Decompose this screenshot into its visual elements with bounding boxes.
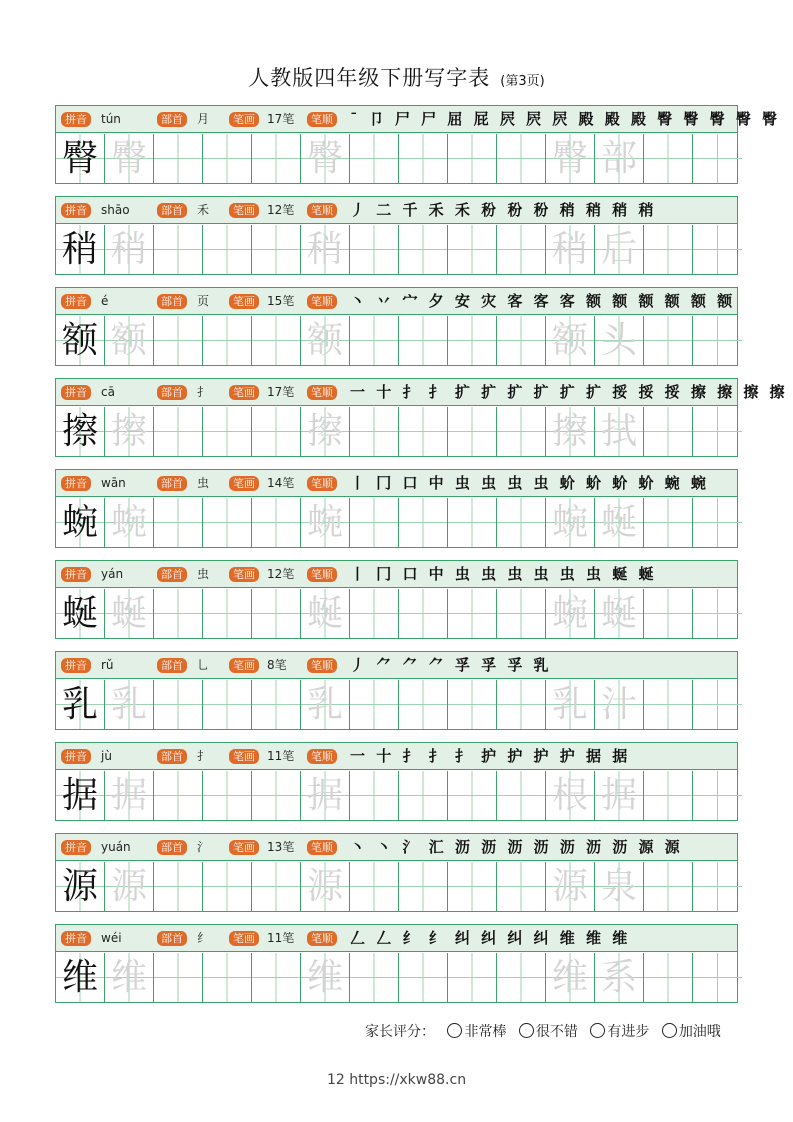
title-text: 人教版四年级下册写字表 (248, 66, 491, 90)
stroke-count-tag: 笔画 (229, 749, 259, 764)
stroke-order-sequence: 丿 ⺈ ⺈ ⺈ 孚 孚 孚 乳 (350, 656, 552, 674)
practice-cell[interactable] (644, 589, 693, 638)
radical-tag: 部首 (157, 385, 187, 400)
practice-cell[interactable] (644, 316, 693, 365)
stroke-count-tag: 笔画 (229, 385, 259, 400)
practice-cell[interactable] (154, 316, 203, 365)
stroke-order-tag: 笔顺 (307, 476, 337, 491)
practice-cell[interactable] (350, 134, 399, 183)
practice-cell[interactable] (350, 589, 399, 638)
stroke-count-tag: 笔画 (229, 567, 259, 582)
pinyin-value: yán (101, 567, 124, 581)
stroke-order-tag: 笔顺 (307, 749, 337, 764)
trace-char[interactable]: 乳 (301, 680, 350, 729)
pinyin-value: wān (101, 476, 126, 490)
char-info-bar (56, 470, 737, 497)
pinyin-value: jù (101, 749, 112, 763)
writing-grid (56, 679, 737, 730)
writing-grid (56, 588, 737, 639)
model-char[interactable]: 额 (56, 316, 105, 365)
word-trace-char[interactable]: 乳 (546, 680, 595, 729)
practice-cell[interactable] (693, 498, 742, 547)
word-trace-char[interactable]: 部 (595, 134, 644, 183)
practice-cell[interactable] (693, 589, 742, 638)
radical-value: 乚 (197, 658, 210, 672)
practice-cell[interactable] (203, 316, 252, 365)
radical-value: 虫 (197, 567, 210, 581)
practice-cell[interactable] (203, 680, 252, 729)
char-block (55, 196, 738, 275)
practice-cell[interactable] (203, 953, 252, 1002)
practice-cell[interactable] (448, 498, 497, 547)
trace-char[interactable]: 蜒 (301, 589, 350, 638)
practice-cell[interactable] (399, 134, 448, 183)
word-trace-char[interactable]: 头 (595, 316, 644, 365)
rating-option-1: 非常棒 (464, 1024, 507, 1040)
radical-tag: 部首 (157, 749, 187, 764)
pinyin-value: é (101, 294, 109, 308)
writing-grid (56, 497, 737, 548)
model-char[interactable]: 擦 (56, 407, 105, 456)
radical-tag: 部首 (157, 476, 187, 491)
trace-char[interactable]: 臀 (105, 134, 154, 183)
radical-value: 纟 (197, 931, 210, 945)
stroke-order-tag: 笔顺 (307, 203, 337, 218)
char-block (55, 378, 788, 457)
trace-char[interactable]: 蜿 (105, 498, 154, 547)
practice-cell[interactable] (693, 407, 742, 456)
word-trace-char[interactable]: 臀 (546, 134, 595, 183)
radical-tag: 部首 (157, 658, 187, 673)
model-char[interactable]: 据 (56, 771, 105, 820)
practice-cell[interactable] (350, 771, 399, 820)
char-info-bar (56, 834, 737, 861)
writing-grid (56, 133, 737, 184)
practice-cell[interactable] (399, 589, 448, 638)
practice-cell[interactable] (203, 498, 252, 547)
trace-char[interactable]: 额 (301, 316, 350, 365)
word-trace-char[interactable]: 蜒 (595, 498, 644, 547)
writing-grid (56, 315, 737, 366)
practice-cell[interactable] (497, 771, 546, 820)
page-title (0, 62, 793, 92)
practice-cell[interactable] (448, 953, 497, 1002)
pinyin-tag: 拼音 (61, 658, 91, 673)
practice-cell[interactable] (154, 589, 203, 638)
practice-cell[interactable] (399, 225, 448, 274)
practice-cell[interactable] (350, 498, 399, 547)
word-trace-char[interactable]: 擦 (546, 407, 595, 456)
practice-cell[interactable] (252, 134, 301, 183)
practice-cell[interactable] (154, 134, 203, 183)
stroke-count-tag: 笔画 (229, 658, 259, 673)
practice-cell[interactable] (693, 680, 742, 729)
practice-cell[interactable] (154, 225, 203, 274)
rating-radio-2[interactable] (519, 1023, 534, 1038)
practice-cell[interactable] (644, 498, 693, 547)
stroke-count-tag: 笔画 (229, 931, 259, 946)
char-info-bar (56, 379, 788, 406)
practice-cell[interactable] (252, 407, 301, 456)
trace-char[interactable]: 稍 (301, 225, 350, 274)
stroke-order-sequence: 丿 二 千 禾 禾 秎 秎 秎 稍 稍 稍 稍 (350, 201, 657, 219)
stroke-count-value: 13笔 (267, 840, 295, 854)
trace-char[interactable]: 乳 (105, 680, 154, 729)
stroke-order-tag: 笔顺 (307, 658, 337, 673)
radical-value: 扌 (197, 749, 210, 763)
word-trace-char[interactable]: 维 (546, 953, 595, 1002)
writing-grid (56, 224, 737, 275)
stroke-order-tag: 笔顺 (307, 385, 337, 400)
practice-cell[interactable] (252, 498, 301, 547)
stroke-count-value: 12笔 (267, 567, 295, 581)
practice-cell[interactable] (497, 316, 546, 365)
practice-cell[interactable] (448, 771, 497, 820)
word-trace-char[interactable]: 汁 (595, 680, 644, 729)
trace-char[interactable]: 蜒 (105, 589, 154, 638)
model-char[interactable]: 维 (56, 953, 105, 1002)
practice-cell[interactable] (497, 589, 546, 638)
stroke-order-sequence: 丶 丶 氵 汇 沥 沥 沥 沥 沥 沥 沥 源 源 (350, 838, 683, 856)
trace-char[interactable]: 维 (301, 953, 350, 1002)
practice-cell[interactable] (203, 134, 252, 183)
trace-char[interactable]: 据 (105, 771, 154, 820)
practice-cell[interactable] (252, 316, 301, 365)
practice-cell[interactable] (693, 225, 742, 274)
word-trace-char[interactable]: 蜿 (546, 498, 595, 547)
practice-cell[interactable] (644, 225, 693, 274)
word-trace-char[interactable]: 额 (546, 316, 595, 365)
char-info-bar (56, 652, 737, 679)
practice-cell[interactable] (693, 862, 742, 911)
practice-cell[interactable] (154, 862, 203, 911)
practice-cell[interactable] (399, 407, 448, 456)
pinyin-tag: 拼音 (61, 112, 91, 127)
practice-cell[interactable] (203, 225, 252, 274)
word-trace-char[interactable]: 据 (595, 771, 644, 820)
writing-grid (56, 861, 737, 912)
char-block (55, 560, 738, 639)
practice-cell[interactable] (154, 771, 203, 820)
practice-cell[interactable] (252, 771, 301, 820)
char-block (55, 833, 738, 912)
practice-cell[interactable] (350, 316, 399, 365)
practice-cell[interactable] (350, 953, 399, 1002)
word-trace-char[interactable]: 蜿 (546, 589, 595, 638)
practice-cell[interactable] (399, 316, 448, 365)
rating-option-3: 有进步 (607, 1024, 650, 1040)
practice-cell[interactable] (154, 498, 203, 547)
word-trace-char[interactable]: 蜒 (595, 589, 644, 638)
radical-tag: 部首 (157, 203, 187, 218)
pinyin-value: cā (101, 385, 115, 399)
stroke-count-value: 12笔 (267, 203, 295, 217)
practice-cell[interactable] (448, 589, 497, 638)
practice-cell[interactable] (497, 498, 546, 547)
radical-tag: 部首 (157, 112, 187, 127)
rating-option-4: 加油哦 (678, 1024, 721, 1040)
char-block (55, 469, 738, 548)
pinyin-tag: 拼音 (61, 931, 91, 946)
stroke-order-sequence: 丨 冂 口 中 虫 虫 虫 虫 蚧 蚧 蚧 蚧 蜿 蜿 (350, 474, 709, 492)
char-info-bar (56, 925, 737, 952)
radical-value: 虫 (197, 476, 210, 490)
practice-cell[interactable] (448, 862, 497, 911)
char-info-bar (56, 106, 781, 133)
practice-cell[interactable] (399, 953, 448, 1002)
stroke-count-tag: 笔画 (229, 476, 259, 491)
pinyin-tag: 拼音 (61, 294, 91, 309)
word-trace-char[interactable]: 拭 (595, 407, 644, 456)
practice-cell[interactable] (154, 680, 203, 729)
stroke-count-value: 15笔 (267, 294, 295, 308)
practice-cell[interactable] (448, 134, 497, 183)
rating-radio-4[interactable] (662, 1023, 677, 1038)
stroke-count-tag: 笔画 (229, 112, 259, 127)
practice-cell[interactable] (399, 680, 448, 729)
trace-char[interactable]: 稍 (105, 225, 154, 274)
practice-cell[interactable] (644, 680, 693, 729)
word-trace-char[interactable]: 泉 (595, 862, 644, 911)
practice-cell[interactable] (448, 225, 497, 274)
radical-tag: 部首 (157, 931, 187, 946)
char-block (55, 924, 738, 1003)
pinyin-value: rǔ (101, 658, 114, 672)
practice-cell[interactable] (252, 225, 301, 274)
practice-cell[interactable] (644, 771, 693, 820)
trace-char[interactable]: 臀 (301, 134, 350, 183)
practice-cell[interactable] (350, 862, 399, 911)
stroke-order-sequence: 一 十 扌 扌 扩 扩 扩 扩 扩 扩 挼 挼 挼 擦 擦 擦 擦 (350, 383, 788, 401)
practice-cell[interactable] (497, 407, 546, 456)
stroke-count-value: 14笔 (267, 476, 295, 490)
practice-cell[interactable] (448, 680, 497, 729)
stroke-order-sequence: 丨 冂 口 中 虫 虫 虫 虫 虫 虫 蜒 蜒 (350, 565, 657, 583)
trace-char[interactable]: 额 (105, 316, 154, 365)
parent-rating (365, 1021, 721, 1041)
stroke-order-tag: 笔顺 (307, 112, 337, 127)
radical-value: 氵 (197, 840, 210, 854)
stroke-order-tag: 笔顺 (307, 567, 337, 582)
char-block (55, 105, 781, 184)
practice-cell[interactable] (203, 862, 252, 911)
practice-cell[interactable] (252, 589, 301, 638)
practice-cell[interactable] (203, 589, 252, 638)
practice-cell[interactable] (252, 680, 301, 729)
practice-cell[interactable] (497, 953, 546, 1002)
char-info-bar (56, 288, 737, 315)
practice-cell[interactable] (399, 771, 448, 820)
practice-cell[interactable] (693, 953, 742, 1002)
pinyin-value: tún (101, 112, 121, 126)
word-trace-char[interactable]: 系 (595, 953, 644, 1002)
practice-cell[interactable] (644, 953, 693, 1002)
practice-cell[interactable] (644, 134, 693, 183)
stroke-order-tag: 笔顺 (307, 931, 337, 946)
practice-cell[interactable] (350, 225, 399, 274)
stroke-order-tag: 笔顺 (307, 840, 337, 855)
radical-tag: 部首 (157, 567, 187, 582)
model-char[interactable]: 源 (56, 862, 105, 911)
practice-cell[interactable] (350, 407, 399, 456)
practice-cell[interactable] (693, 316, 742, 365)
radical-value: 扌 (197, 385, 210, 399)
stroke-order-sequence: 丶 丷 宀 夕 安 灾 客 客 客 额 额 额 额 额 额 (350, 292, 736, 310)
practice-cell[interactable] (399, 862, 448, 911)
rating-radio-3[interactable] (590, 1023, 605, 1038)
char-info-bar (56, 197, 737, 224)
stroke-count-tag: 笔画 (229, 840, 259, 855)
practice-cell[interactable] (644, 862, 693, 911)
char-info-bar (56, 561, 737, 588)
writing-grid (56, 770, 737, 821)
writing-grid (56, 406, 737, 457)
word-trace-char[interactable]: 源 (546, 862, 595, 911)
model-char[interactable]: 蜒 (56, 589, 105, 638)
pinyin-tag: 拼音 (61, 567, 91, 582)
practice-cell[interactable] (693, 771, 742, 820)
page-note: (第3页) (500, 74, 545, 89)
practice-cell[interactable] (448, 316, 497, 365)
practice-cell[interactable] (497, 680, 546, 729)
rating-label: 家长评分： (365, 1024, 435, 1040)
pinyin-value: yuán (101, 840, 131, 854)
radical-value: 页 (197, 294, 210, 308)
char-info-bar (56, 743, 737, 770)
stroke-count-value: 17笔 (267, 112, 295, 126)
stroke-order-sequence: 一 十 扌 扌 扌 护 护 护 护 据 据 (350, 747, 631, 765)
stroke-order-sequence: 𠃋 𠃋 纟 纟 纠 纠 纠 纠 维 维 维 (350, 929, 631, 947)
practice-cell[interactable] (203, 771, 252, 820)
practice-cell[interactable] (497, 225, 546, 274)
practice-cell[interactable] (497, 862, 546, 911)
trace-char[interactable]: 源 (105, 862, 154, 911)
char-block (55, 742, 738, 821)
practice-cell[interactable] (448, 407, 497, 456)
model-char[interactable]: 臀 (56, 134, 105, 183)
pinyin-tag: 拼音 (61, 749, 91, 764)
pinyin-tag: 拼音 (61, 385, 91, 400)
trace-char[interactable]: 据 (301, 771, 350, 820)
radical-value: 禾 (197, 203, 210, 217)
practice-cell[interactable] (252, 953, 301, 1002)
word-trace-char[interactable]: 后 (595, 225, 644, 274)
model-char[interactable]: 乳 (56, 680, 105, 729)
stroke-count-tag: 笔画 (229, 294, 259, 309)
pinyin-value: shāo (101, 203, 130, 217)
rating-radio-1[interactable] (447, 1023, 462, 1038)
writing-grid (56, 952, 737, 1003)
pinyin-tag: 拼音 (61, 840, 91, 855)
practice-cell[interactable] (154, 407, 203, 456)
practice-cell[interactable] (154, 953, 203, 1002)
pinyin-value: wéi (101, 931, 122, 945)
stroke-count-value: 17笔 (267, 385, 295, 399)
char-block (55, 287, 738, 366)
trace-char[interactable]: 源 (301, 862, 350, 911)
practice-cell[interactable] (693, 134, 742, 183)
trace-char[interactable]: 擦 (105, 407, 154, 456)
stroke-count-value: 11笔 (267, 749, 295, 763)
stroke-count-tag: 笔画 (229, 203, 259, 218)
rating-option-2: 很不错 (535, 1024, 578, 1040)
word-trace-char[interactable]: 根 (546, 771, 595, 820)
stroke-order-tag: 笔顺 (307, 294, 337, 309)
trace-char[interactable]: 维 (105, 953, 154, 1002)
pinyin-tag: 拼音 (61, 203, 91, 218)
stroke-count-value: 11笔 (267, 931, 295, 945)
practice-cell[interactable] (252, 862, 301, 911)
practice-cell[interactable] (350, 680, 399, 729)
trace-char[interactable]: 擦 (301, 407, 350, 456)
pinyin-tag: 拼音 (61, 476, 91, 491)
practice-cell[interactable] (203, 407, 252, 456)
stroke-order-sequence: ˉ ⼙ 尸 尸 屈 屁 屄 屄 屄 殿 殿 殿 臀 臀 臀 臀 臀 (350, 110, 781, 128)
practice-cell[interactable] (644, 407, 693, 456)
char-block (55, 651, 738, 730)
word-trace-char[interactable]: 稍 (546, 225, 595, 274)
radical-tag: 部首 (157, 294, 187, 309)
radical-value: 月 (197, 112, 210, 126)
practice-cell[interactable] (497, 134, 546, 183)
page-footer: 12 https://xkw88.cn (326, 1072, 467, 1088)
model-char[interactable]: 蜿 (56, 498, 105, 547)
radical-tag: 部首 (157, 840, 187, 855)
model-char[interactable]: 稍 (56, 225, 105, 274)
trace-char[interactable]: 蜿 (301, 498, 350, 547)
stroke-count-value: 8笔 (267, 658, 287, 672)
practice-cell[interactable] (399, 498, 448, 547)
